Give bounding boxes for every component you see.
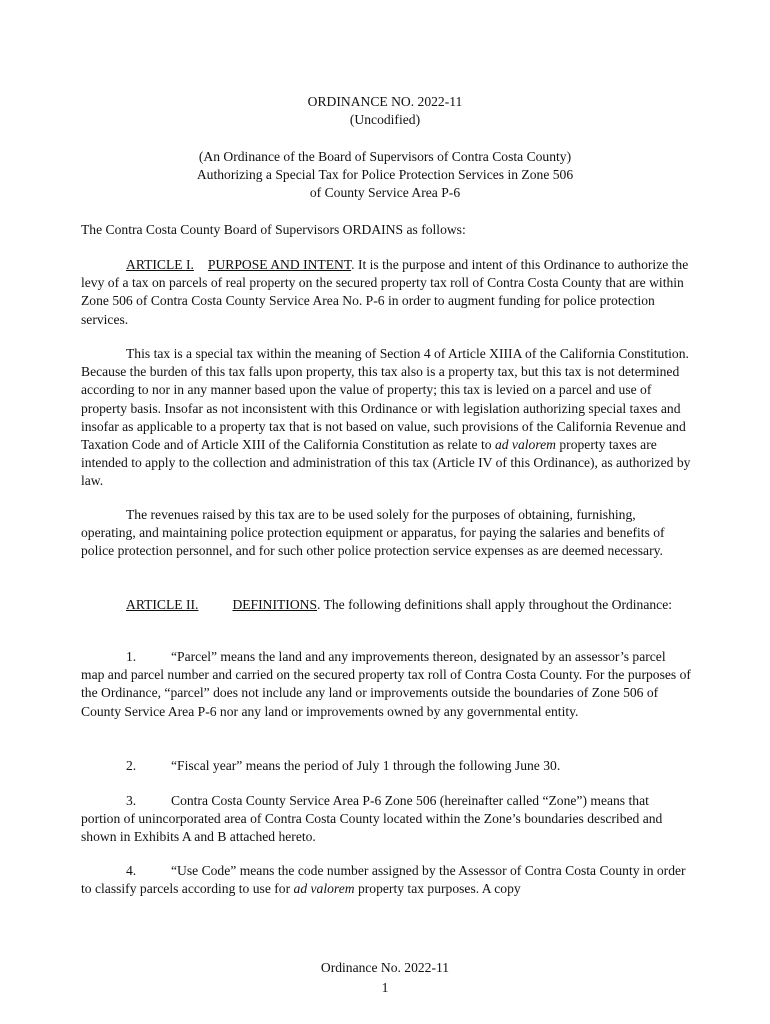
special-tax-italic: ad valorem — [494, 437, 556, 453]
definition-3-text: Contra Costa County Service Area P-6 Zone 506 (hereinafter called “Zone”) means that portion of unincorporated area of Contra Costa County located within the Zone’s boundaries described and shown in Exhibits A and B attached hereto. — [81, 793, 663, 845]
ordinance-subtitle: (Uncodified) — [349, 112, 421, 127]
special-tax-text-before: This tax is a special tax within the meaning of Section 4 of Article XIIIA of the California Constitution. Because the burden of this tax falls upon property, this tax also is a property tax, but this tax is not determined according to nor in any manner based upon the value of property; this tax is levied on a parcel and use of property basis. Insofar as not inconsistent with this Ordinance or with legislation authorizing special taxes and insofar as applicable to a property tax that is not based on value, such provisions of the California Revenue and Taxation Code and of Article XIII of the California Constitution as relate to — [81, 346, 689, 453]
definition-2-number: 2. — [126, 758, 137, 773]
definition-4 — [81, 862, 691, 898]
definition-4-number: 4. — [126, 863, 137, 878]
revenues-text: The revenues raised by this tax are to be used solely for the purposes of obtaining, furnishing, operating, and maintaining police protection equipment or apparatus, for paying the salaries and benefits of police protection personnel, and for such other police protection service expenses as are deemed necessary. — [81, 507, 665, 559]
article-1-text: . It is the purpose and intent of this Ordinance to authorize the levy of a tax on parcels of real property on the secured property tax roll of Contra Costa County that are within Zone 506 of Contra Costa County Service Area No. P-6 in order to augment funding for police protection services. — [81, 257, 689, 327]
definition-1-number: 1. — [126, 649, 137, 664]
article-2-text: . The following definitions shall apply throughout the Ordinance: — [317, 597, 673, 612]
ordinance-description-line-1: (An Ordinance of the Board of Supervisors of Contra Costa County) — [198, 149, 572, 164]
footer-ordinance-label: Ordinance No. 2022-11 — [320, 960, 450, 975]
article-1-label: ARTICLE I. — [126, 257, 194, 272]
intro-paragraph: The Contra Costa County Board of Supervisors ORDAINS as follows: — [81, 222, 466, 237]
definition-2-text: “Fiscal year” means the period of July 1 through the following June 30. — [171, 758, 561, 773]
definition-3-number: 3. — [126, 793, 137, 808]
ordinance-description-line-2: Authorizing a Special Tax for Police Protection Services in Zone 506 — [196, 167, 574, 182]
article-2-paragraph — [81, 596, 691, 614]
definition-4-text-before: “Use Code” means the code number assigned by the Assessor of Contra Costa County in order to classify parcels according to use for — [81, 863, 686, 897]
definition-1 — [81, 648, 691, 721]
definition-4-italic: ad valorem — [293, 881, 355, 897]
ordinance-title: ORDINANCE NO. 2022-11 — [307, 94, 463, 109]
special-tax-paragraph — [81, 345, 691, 491]
page-number: 1 — [381, 980, 389, 995]
special-tax-text-after: property taxes are intended to apply to the collection and administration of this tax (Article IV of this Ordinance), as authorized by law. — [81, 437, 691, 489]
definition-4-text-after: property tax purposes. A copy — [354, 881, 521, 897]
definition-2 — [81, 757, 691, 775]
revenues-paragraph — [81, 506, 691, 561]
ordinance-description-line-3: of County Service Area P-6 — [309, 185, 461, 200]
definition-3 — [81, 792, 691, 847]
article-2-label: ARTICLE II. — [126, 597, 199, 612]
article-1-paragraph — [81, 256, 691, 329]
definition-1-text: “Parcel” means the land and any improvements thereon, designated by an assessor’s parcel map and parcel number and carried on the secured property tax roll of Contra Costa County. For the purposes of the Ordinance, “parcel” does not include any land or improvements outside the boundaries of Zone 506 of County Service Area P-6 nor any land or improvements owned by any governmental entity. — [81, 649, 691, 719]
article-2-heading: DEFINITIONS — [232, 597, 318, 612]
article-1-heading: PURPOSE AND INTENT — [207, 257, 352, 272]
